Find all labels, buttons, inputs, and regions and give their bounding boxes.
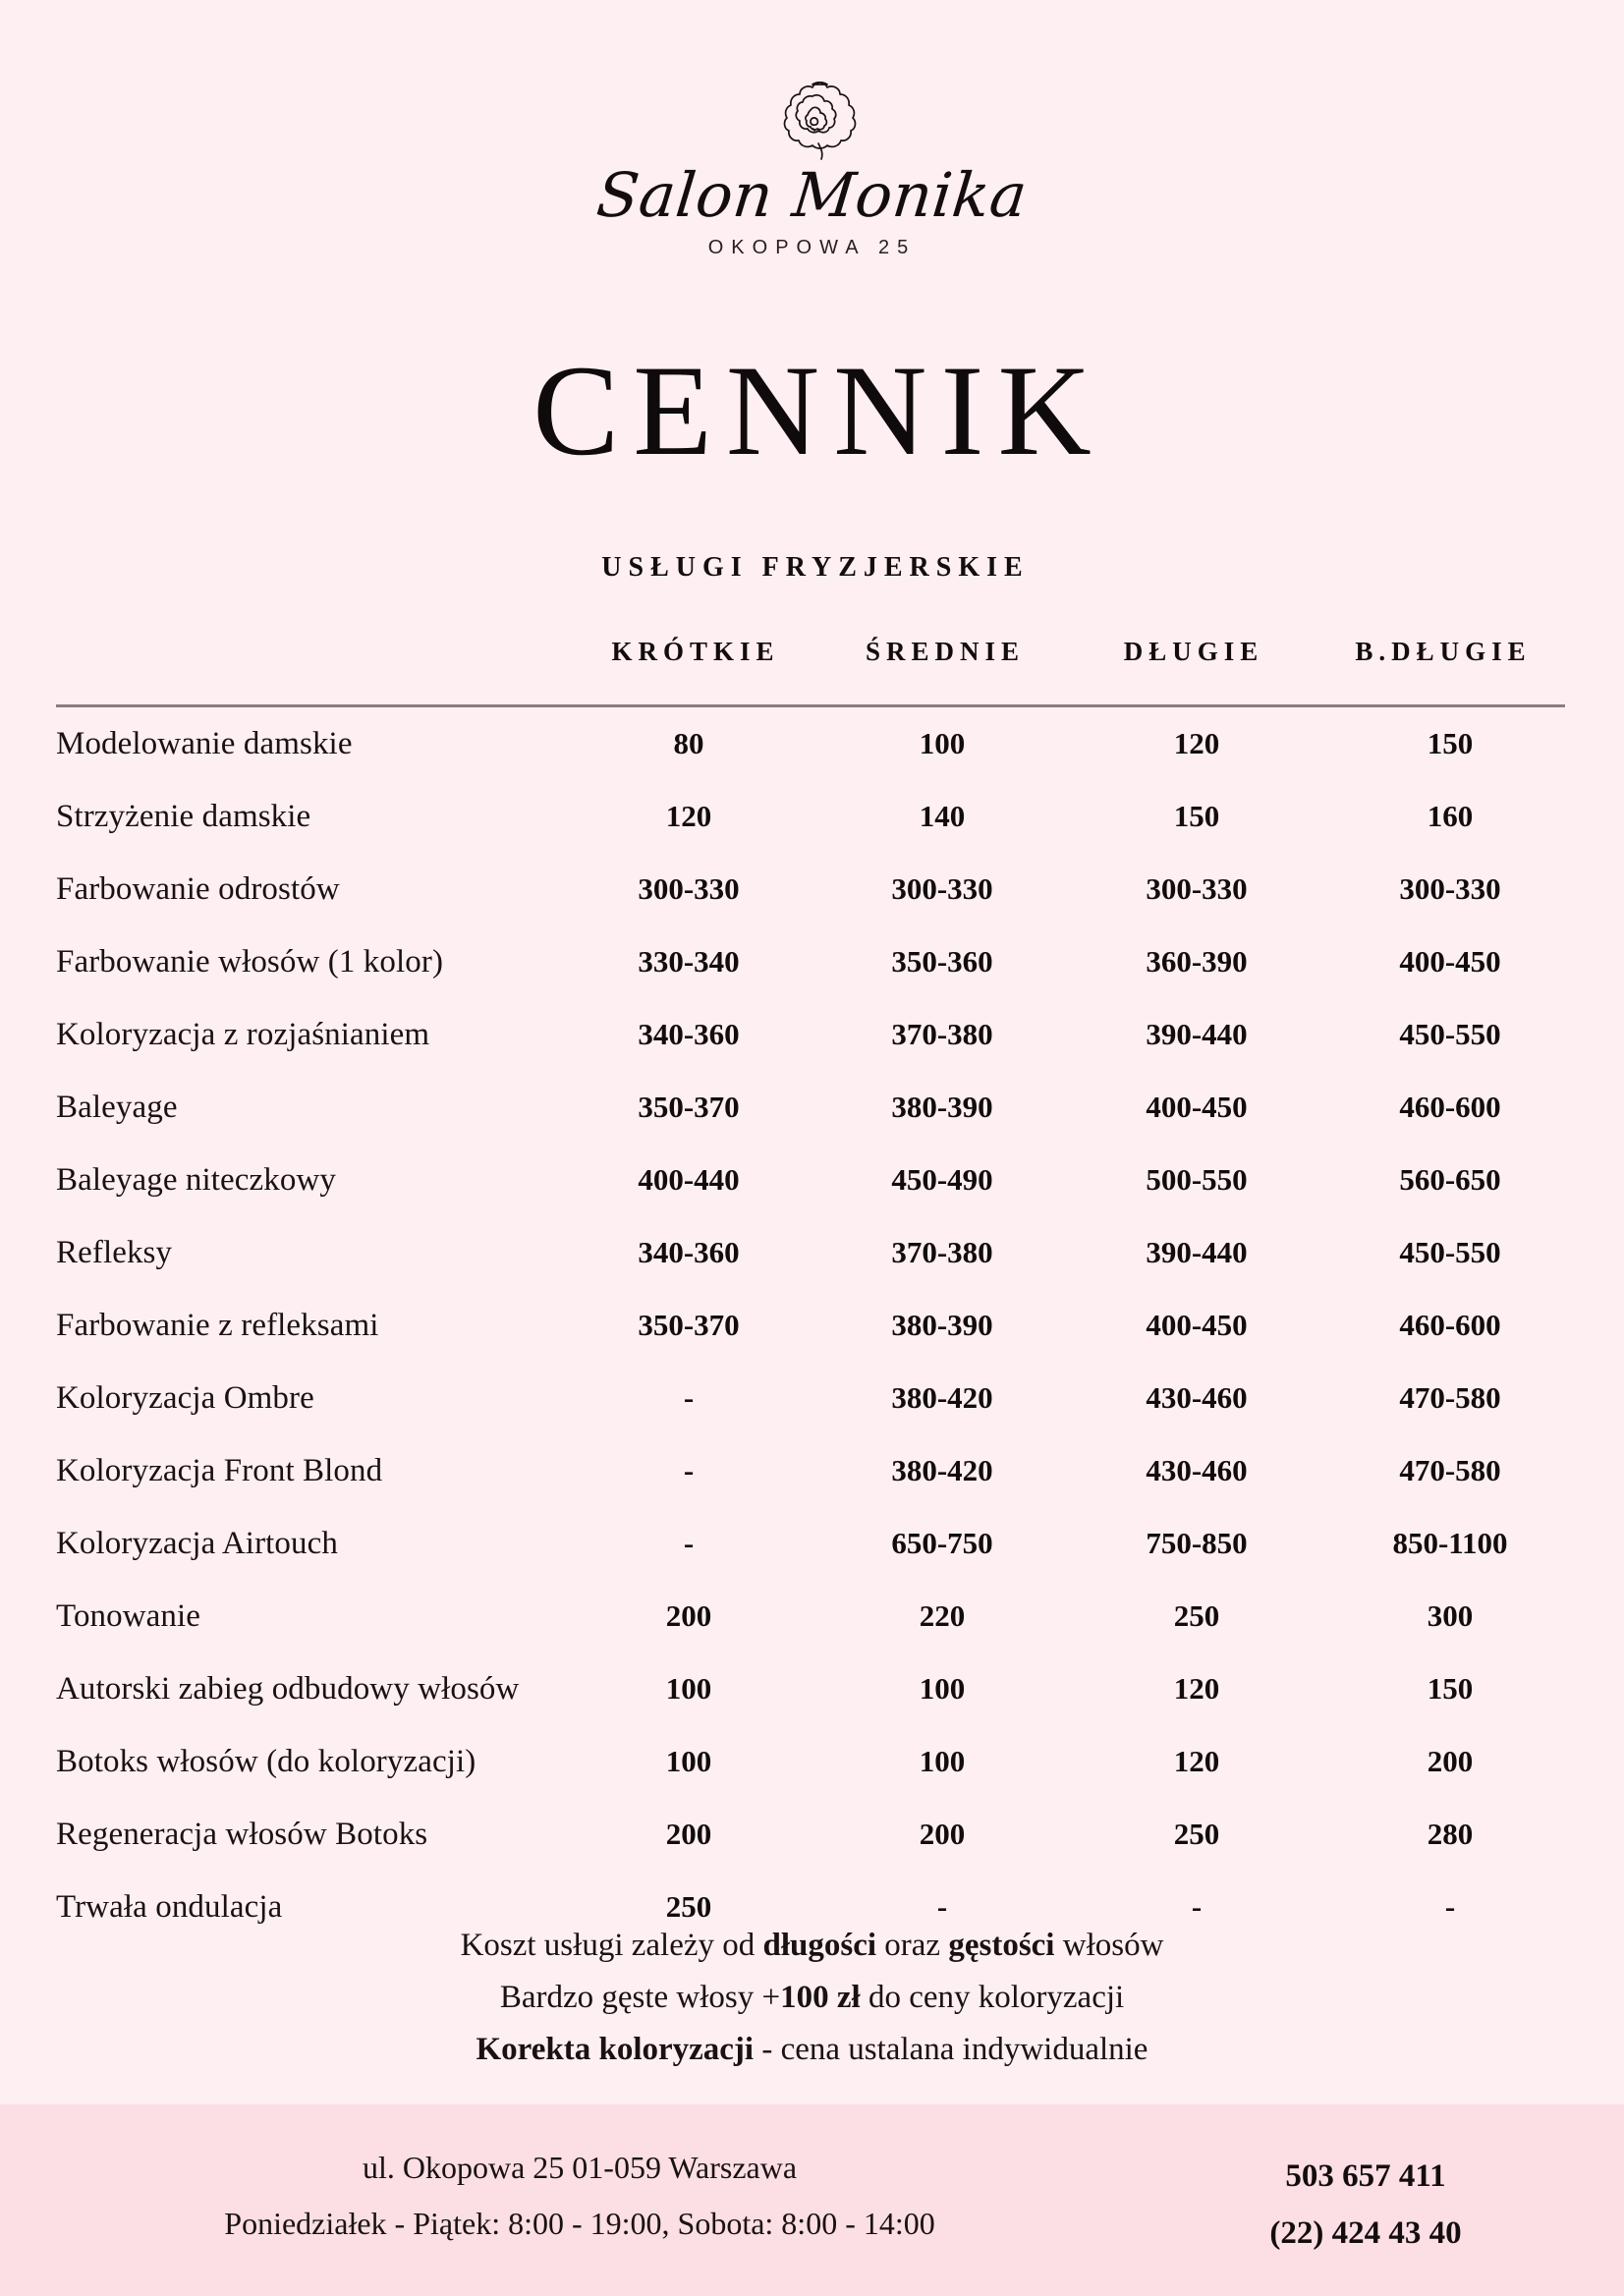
service-name: Strzyżenie damskie	[56, 798, 311, 834]
note-2-part-c: do ceny koloryzacji	[860, 1980, 1125, 2015]
price-cell: 280	[1427, 1817, 1474, 1851]
price-cell: 100	[665, 1671, 712, 1706]
price-cell: 120	[1173, 1671, 1220, 1706]
price-cell: 370-380	[891, 1017, 993, 1051]
price-cell: 380-390	[891, 1308, 993, 1342]
price-cell: 430-460	[1146, 1380, 1248, 1415]
price-cell: 350-370	[638, 1090, 740, 1124]
note-3-part-b: - cena ustalana indywidualnie	[754, 2032, 1148, 2067]
note-1-part-e: włosów	[1054, 1928, 1164, 1963]
footer-address: ul. Okopowa 25 01-059 Warszawa	[362, 2150, 798, 2185]
price-cell: 120	[1173, 726, 1220, 760]
price-cell: 460-600	[1399, 1090, 1501, 1124]
price-cell: 650-750	[891, 1526, 993, 1560]
price-cell: -	[683, 1380, 695, 1415]
price-cell: 250	[665, 1889, 712, 1924]
service-name: Regeneracja włosów Botoks	[56, 1816, 428, 1852]
price-cell: 400-450	[1146, 1090, 1248, 1124]
service-name: Refleksy	[56, 1234, 173, 1270]
column-header-row	[56, 637, 1565, 704]
price-cell: 120	[665, 799, 712, 833]
price-cell: 220	[919, 1598, 966, 1633]
table-row	[56, 998, 1565, 1071]
price-cell: 500-550	[1146, 1162, 1248, 1197]
table-row	[56, 1289, 1565, 1362]
table-row	[56, 1362, 1565, 1434]
price-cell: 560-650	[1399, 1162, 1501, 1197]
price-cell: 250	[1173, 1598, 1220, 1633]
price-cell: 850-1100	[1392, 1526, 1508, 1560]
pricing-table-body	[56, 707, 1565, 1943]
price-cell: 470-580	[1399, 1453, 1501, 1487]
price-cell: -	[683, 1526, 695, 1560]
brand-name: Salon Monika	[592, 159, 1032, 231]
pricing-table-container	[56, 637, 1565, 1943]
price-cell: 400-450	[1399, 944, 1501, 979]
table-row	[56, 1507, 1565, 1580]
price-cell: 350-370	[638, 1308, 740, 1342]
service-name: Farbowanie z refleksami	[56, 1307, 379, 1343]
column-header-service	[56, 637, 567, 704]
price-cell: 390-440	[1146, 1235, 1248, 1269]
footer-bar	[0, 2104, 1624, 2296]
price-cell: 200	[665, 1817, 712, 1851]
table-row	[56, 1725, 1565, 1798]
price-cell: 300-330	[638, 871, 740, 906]
column-header-bdlugie: B.DŁUGIE	[1355, 637, 1532, 666]
price-cell: -	[1191, 1889, 1203, 1924]
table-row	[56, 1144, 1565, 1216]
service-name: Koloryzacja Ombre	[56, 1379, 314, 1416]
price-cell: 100	[919, 726, 966, 760]
price-cell: -	[683, 1453, 695, 1487]
price-cell: 80	[673, 726, 704, 760]
footer-phone-mobile[interactable]: 503 657 411	[1285, 2158, 1446, 2194]
price-cell: 450-550	[1399, 1235, 1501, 1269]
price-cell: 200	[665, 1598, 712, 1633]
price-cell: -	[936, 1889, 948, 1924]
price-cell: 380-420	[891, 1380, 993, 1415]
pricing-notes	[0, 1920, 1624, 2076]
price-cell: 470-580	[1399, 1380, 1501, 1415]
service-name: Modelowanie damskie	[56, 725, 353, 761]
brand-logo-block	[0, 77, 1624, 259]
table-row	[56, 780, 1565, 853]
table-row	[56, 1434, 1565, 1507]
price-cell: 400-450	[1146, 1308, 1248, 1342]
table-row	[56, 1798, 1565, 1871]
column-header-srednie: ŚREDNIE	[865, 637, 1026, 666]
price-cell: 370-380	[891, 1235, 993, 1269]
price-cell: 340-360	[638, 1235, 740, 1269]
price-cell: 160	[1427, 799, 1474, 833]
service-name: Baleyage	[56, 1089, 178, 1125]
price-cell: 330-340	[638, 944, 740, 979]
price-cell: 750-850	[1146, 1526, 1248, 1560]
price-cell: 460-600	[1399, 1308, 1501, 1342]
column-header-krotkie: KRÓTKIE	[611, 637, 780, 666]
service-name: Farbowanie włosów (1 kolor)	[56, 943, 444, 980]
table-row	[56, 853, 1565, 925]
pricing-table-head	[56, 637, 1565, 707]
pricing-table	[56, 637, 1565, 1943]
service-name: Koloryzacja Front Blond	[56, 1452, 383, 1488]
price-cell: 450-490	[891, 1162, 993, 1197]
price-cell: 300-330	[1146, 871, 1248, 906]
note-1-bold-dlugosci: długości	[762, 1928, 877, 1963]
price-cell: 250	[1173, 1817, 1220, 1851]
table-row	[56, 1071, 1565, 1144]
service-name: Farbowanie odrostów	[56, 870, 340, 907]
note-3-bold-korekta: Korekta koloryzacji	[476, 2032, 755, 2067]
note-2-bold-amount: 100 zł	[780, 1980, 861, 2015]
price-cell: 450-550	[1399, 1017, 1501, 1051]
note-1-bold-gestosci: gęstości	[948, 1928, 1055, 1963]
service-name: Koloryzacja Airtouch	[56, 1525, 338, 1561]
table-row	[56, 707, 1565, 780]
price-cell: 200	[919, 1817, 966, 1851]
price-cell: 200	[1427, 1744, 1474, 1778]
service-name: Baleyage niteczkowy	[56, 1161, 337, 1198]
service-name: Tonowanie	[56, 1597, 201, 1634]
price-cell: 380-390	[891, 1090, 993, 1124]
note-line-2	[0, 1972, 1624, 2024]
price-cell: 300-330	[1399, 871, 1501, 906]
footer-phone-block	[1159, 2148, 1572, 2262]
price-cell: 400-440	[638, 1162, 740, 1197]
page-subtitle: USŁUGI FRYZJERSKIE	[601, 552, 1030, 583]
footer-opening-hours: Poniedziałek - Piątek: 8:00 - 19:00, Sobota: 8:00 - 14:00	[224, 2206, 935, 2241]
price-cell: 300	[1427, 1598, 1474, 1633]
service-name: Autorski zabieg odbudowy włosów	[56, 1670, 520, 1707]
note-1-part-c: oraz	[876, 1928, 949, 1963]
price-cell: 100	[919, 1744, 966, 1778]
service-name: Trwała ondulacja	[56, 1888, 283, 1925]
table-row	[56, 1652, 1565, 1725]
price-cell: 300-330	[891, 871, 993, 906]
footer-contact-block	[0, 2140, 1159, 2252]
table-row	[56, 1216, 1565, 1289]
price-cell: 380-420	[891, 1453, 993, 1487]
price-cell: 150	[1173, 799, 1220, 833]
service-name: Koloryzacja z rozjaśnianiem	[56, 1016, 430, 1052]
rose-icon	[757, 77, 868, 167]
price-cell: 140	[919, 799, 966, 833]
column-header-dlugie: DŁUGIE	[1123, 637, 1264, 666]
price-cell: 150	[1427, 1671, 1474, 1706]
price-cell: 430-460	[1146, 1453, 1248, 1487]
service-name: Botoks włosów (do koloryzacji)	[56, 1743, 476, 1779]
price-cell: 350-360	[891, 944, 993, 979]
price-cell: 150	[1427, 726, 1474, 760]
price-cell: 360-390	[1146, 944, 1248, 979]
brand-address-line: OKOPOWA 25	[707, 237, 917, 259]
note-line-3	[0, 2024, 1624, 2076]
table-row	[56, 1580, 1565, 1652]
table-row	[56, 925, 1565, 998]
price-cell: 100	[919, 1671, 966, 1706]
note-1-part-a: Koszt usługi zależy od	[460, 1928, 763, 1963]
price-cell: 120	[1173, 1744, 1220, 1778]
note-line-1	[0, 1920, 1624, 1972]
price-cell: 100	[665, 1744, 712, 1778]
note-2-part-a: Bardzo gęste włosy +	[499, 1980, 781, 2015]
footer-phone-landline[interactable]: (22) 424 43 40	[1269, 2215, 1462, 2251]
price-cell: -	[1444, 1889, 1456, 1924]
price-cell: 390-440	[1146, 1017, 1248, 1051]
page-title: CENNIK	[532, 338, 1105, 482]
price-cell: 340-360	[638, 1017, 740, 1051]
